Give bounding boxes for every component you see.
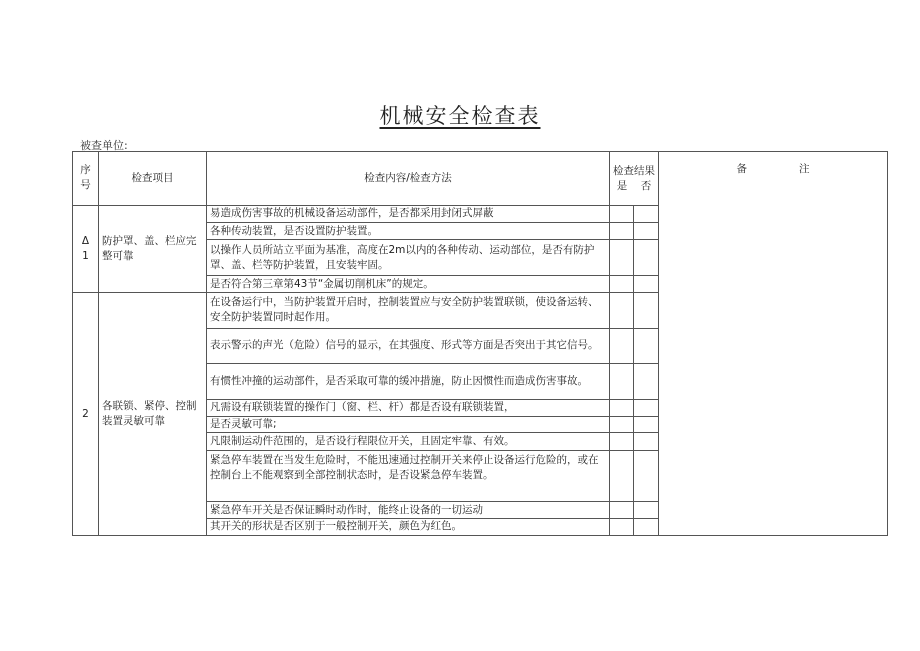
header-no: 否 xyxy=(640,179,652,192)
seq-number: 1 xyxy=(82,250,89,262)
yes-cell[interactable] xyxy=(610,328,634,364)
header-result xyxy=(610,152,659,206)
header-remarks-b: 注 xyxy=(799,163,810,175)
header-yes: 是 xyxy=(616,179,628,192)
header-remarks-a: 备 xyxy=(736,163,747,175)
yes-cell[interactable] xyxy=(610,223,634,240)
content-cell: 凡限制运动件范围的，是否设行程限位开关，且固定牢靠、有效。 xyxy=(207,433,610,450)
yes-cell[interactable] xyxy=(610,417,634,433)
yes-cell[interactable] xyxy=(610,502,634,518)
yes-cell[interactable] xyxy=(610,433,634,450)
yes-cell[interactable] xyxy=(610,450,634,502)
content-cell: 以操作人员所站立平面为基准，高度在2m以内的各种传动、运动部位，是否有防护罩、盖、栏等防护装置，且安装牢固。 xyxy=(207,240,610,276)
remarks-column xyxy=(659,152,888,536)
no-cell[interactable] xyxy=(634,364,659,400)
content-cell: 凡需设有联锁装置的操作门（窗、栏、杆）都是否设有联锁装置， xyxy=(207,399,610,416)
checklist-table xyxy=(72,151,888,536)
content-cell: 在设备运行中，当防护装置开启时，控制装置应与安全防护装置联锁，使设备运转、安全防护装置同时起作用。 xyxy=(207,293,610,329)
header-item: 检查项目 xyxy=(99,152,207,206)
header-result-label: 检查结果 xyxy=(613,164,655,177)
yes-cell[interactable] xyxy=(610,205,634,222)
no-cell[interactable] xyxy=(634,293,659,329)
no-cell[interactable] xyxy=(634,223,659,240)
no-cell[interactable] xyxy=(634,417,659,433)
no-cell[interactable] xyxy=(634,240,659,276)
no-cell[interactable] xyxy=(634,328,659,364)
item-cell: 防护罩、盖、栏应完整可靠 xyxy=(99,205,207,292)
content-cell: 易造成伤害事故的机械设备运动部件，是否都采用封闭式屏蔽 xyxy=(207,205,610,222)
seq-cell-1 xyxy=(73,205,99,292)
content-cell: 有惯性冲撞的运动部件，是否采取可靠的缓冲措施，防止因惯性而造成伤害事故。 xyxy=(207,364,610,400)
header-row xyxy=(73,152,888,206)
item-cell: 各联锁、紧停、控制装置灵敏可靠 xyxy=(99,293,207,536)
yes-cell[interactable] xyxy=(610,275,634,292)
seq-delta-mark: Δ xyxy=(81,235,90,247)
page-title: 机械安全检查表 xyxy=(379,104,541,128)
yes-cell[interactable] xyxy=(610,399,634,416)
no-cell[interactable] xyxy=(634,433,659,450)
inspected-unit-label: 被查单位: xyxy=(80,139,128,152)
header-seq: 序号 xyxy=(73,152,99,206)
content-cell: 是否符合第三章第43节“金属切削机床”的规定。 xyxy=(207,275,610,292)
yes-cell[interactable] xyxy=(610,240,634,276)
no-cell[interactable] xyxy=(634,399,659,416)
yes-cell[interactable] xyxy=(610,364,634,400)
content-cell: 表示警示的声光（危险）信号的显示，在其强度、形式等方面是否突出于其它信号。 xyxy=(207,328,610,364)
yes-cell[interactable] xyxy=(610,293,634,329)
header-content: 检查内容/检查方法 xyxy=(207,152,610,206)
no-cell[interactable] xyxy=(634,275,659,292)
no-cell[interactable] xyxy=(634,450,659,502)
no-cell[interactable] xyxy=(634,205,659,222)
no-cell[interactable] xyxy=(634,502,659,518)
content-cell: 紧急停车开关是否保证瞬时动作时，能终止设备的一切运动 xyxy=(207,502,610,518)
content-cell: 紧急停车装置在当发生危险时，不能迅速通过控制开关来停止设备运行危险的，或在控制台上不能观察到全部控制状态时，是否设紧急停车装置。 xyxy=(207,450,610,502)
content-cell: 各种传动装置，是否设置防护装置。 xyxy=(207,223,610,240)
no-cell[interactable] xyxy=(634,518,659,535)
yes-cell[interactable] xyxy=(610,518,634,535)
content-cell: 其开关的形状是否区别于一般控制开关，颜色为红色。 xyxy=(207,518,610,535)
content-cell: 是否灵敏可靠; xyxy=(207,417,610,433)
seq-cell-2: 2 xyxy=(73,293,99,536)
